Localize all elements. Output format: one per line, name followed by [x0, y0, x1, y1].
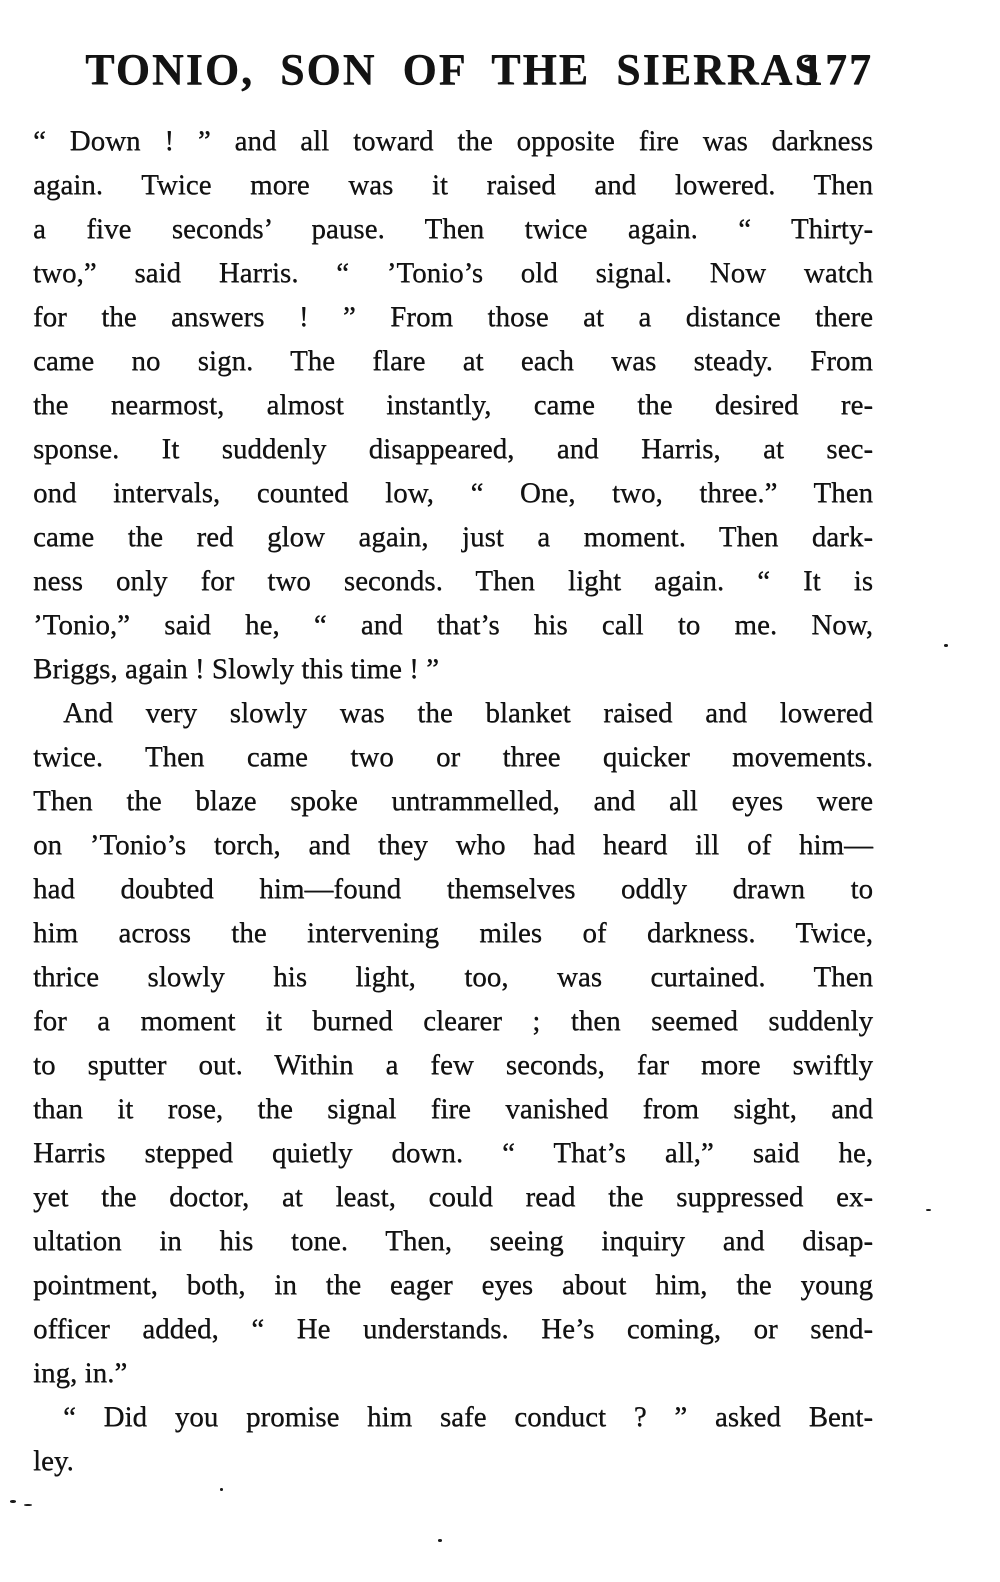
text-line: ness only for two seconds. Then light again. “ It is: [33, 565, 873, 597]
scan-speck: [24, 1504, 32, 1506]
text-line: for a moment it burned clearer ; then seemed suddenly: [33, 1005, 873, 1037]
text-line: And very slowly was the blanket raised and lowered: [63, 697, 873, 729]
text-line: ultation in his tone. Then, seeing inquiry and disap-: [33, 1225, 873, 1257]
text-line: “ Down ! ” and all toward the opposite fire was darkness: [33, 125, 873, 157]
text-line: ing, in.”: [33, 1357, 128, 1389]
page-text: [33, 119, 873, 1483]
text-line: Harris stepped quietly down. “ That’s all,” said he,: [33, 1137, 873, 1169]
text-line: sponse. It suddenly disappeared, and Harris, at sec-: [33, 433, 873, 465]
text-line: Then the blaze spoke untrammelled, and all eyes were: [33, 785, 873, 817]
scan-speck: [926, 1209, 931, 1211]
text-line: ’Tonio,” said he, “ and that’s his call to me. Now,: [33, 609, 873, 641]
text-line: thrice slowly his light, too, was curtained. Then: [33, 961, 873, 993]
text-line: pointment, both, in the eager eyes about him, the young: [33, 1269, 873, 1301]
text-line: “ Did you promise him safe conduct ? ” asked Bent-: [63, 1401, 873, 1433]
text-line: ley.: [33, 1445, 74, 1477]
text-line: on ’Tonio’s torch, and they who had heard ill of him—: [33, 829, 873, 861]
text-line: for the answers ! ” From those at a distance there: [33, 301, 873, 333]
text-line: him across the intervening miles of darkness. Twice,: [33, 917, 873, 949]
text-line: ond intervals, counted low, “ One, two, three.” Then: [33, 477, 873, 509]
scan-speck: [438, 1539, 442, 1542]
text-line: two,” said Harris. “ ’Tonio’s old signal. Now watch: [33, 257, 873, 289]
scan-speck: [220, 1488, 223, 1491]
text-line: twice. Then came two or three quicker movements.: [33, 741, 873, 773]
text-line: came the red glow again, just a moment. Then dark-: [33, 521, 873, 553]
running-header: [33, 45, 873, 96]
text-line: than it rose, the signal fire vanished from sight, and: [33, 1093, 873, 1125]
text-line: to sputter out. Within a few seconds, far more swiftly: [33, 1049, 873, 1081]
text-line: a five seconds’ pause. Then twice again. “ Thirty-: [33, 213, 873, 245]
text-line: came no sign. The flare at each was steady. From: [33, 345, 873, 377]
scan-speck: [944, 644, 948, 647]
scan-speck: [10, 1500, 16, 1503]
text-line: the nearmost, almost instantly, came the desired re-: [33, 389, 873, 421]
text-line: again. Twice more was it raised and lowered. Then: [33, 169, 873, 201]
text-line: Briggs, again ! Slowly this time ! ”: [33, 653, 439, 685]
page-number: 177: [801, 45, 873, 94]
text-line: yet the doctor, at least, could read the suppressed ex-: [33, 1181, 873, 1213]
running-header-title: TONIO, SON OF THE SIERRAS: [85, 45, 821, 94]
text-line: officer added, “ He understands. He’s coming, or send-: [33, 1313, 873, 1345]
text-line: had doubted him—found themselves oddly drawn to: [33, 873, 873, 905]
